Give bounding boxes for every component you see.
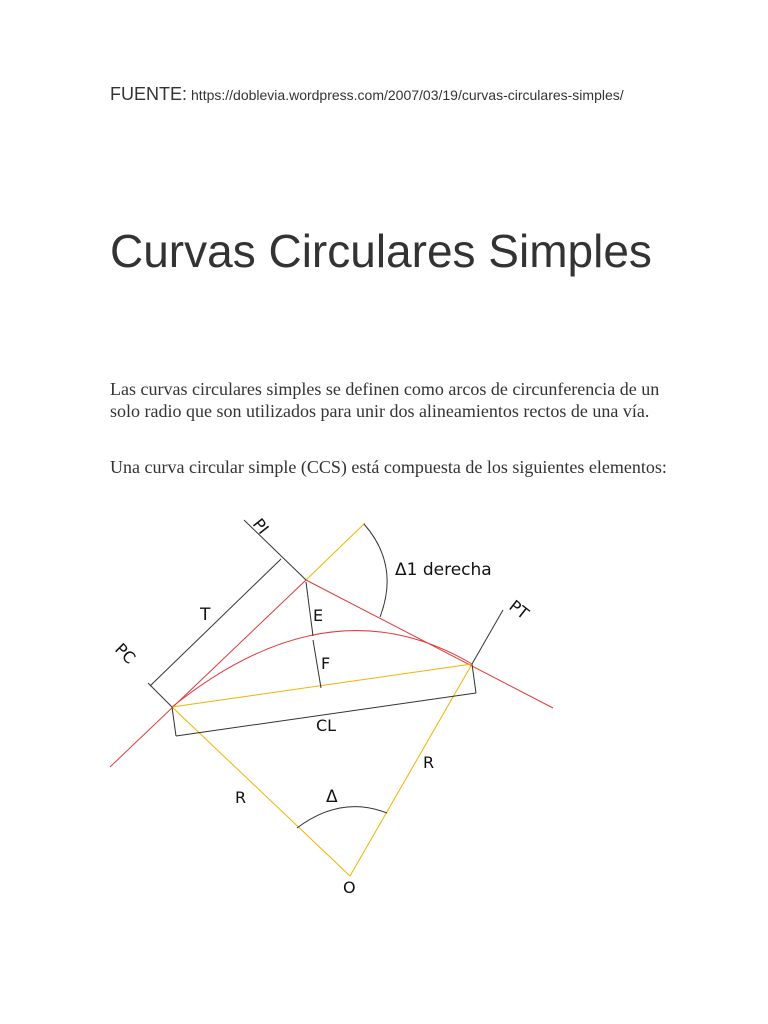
label-cl: CL [316,716,337,735]
delta1-angle-arc [364,524,387,617]
pc-extension [148,683,172,707]
delta-angle-arc [297,807,387,828]
label-delta: Δ [326,787,338,807]
curve-diagram [0,500,768,920]
label-o: O [343,878,356,897]
source-label: FUENTE: [110,84,188,104]
source-url[interactable]: https://doblevia.wordpress.com/2007/03/19/curvas-circulares-simples/ [191,87,624,103]
pt-extension [472,610,503,664]
label-r-left: R [235,788,247,807]
page-title: Curvas Circulares Simples [110,225,652,277]
label-pc: PC [111,639,140,668]
label-t: T [200,605,211,625]
label-f: F [321,654,331,673]
label-delta1: Δ1 derecha [395,560,492,580]
intro-paragraph: Las curvas circulares simples se definen como arcos de circunferencia de un solo radio que son utilizados para unir dos alineamientos rectos de una vía. [110,379,660,421]
chord-tick-right [472,664,476,693]
tangent-extension [306,523,365,580]
label-r-right: R [423,753,435,772]
middle-ordinate-dim [313,640,321,688]
chord-tick-left [172,707,176,736]
elements-paragraph: Una curva circular simple (CCS) está compuesta de los siguientes elementos: [110,457,667,477]
label-e: E [313,606,324,625]
label-pi: PI [248,514,273,538]
label-pt: PT [505,596,533,624]
external-distance-dim [306,582,313,636]
source-line [110,84,624,105]
